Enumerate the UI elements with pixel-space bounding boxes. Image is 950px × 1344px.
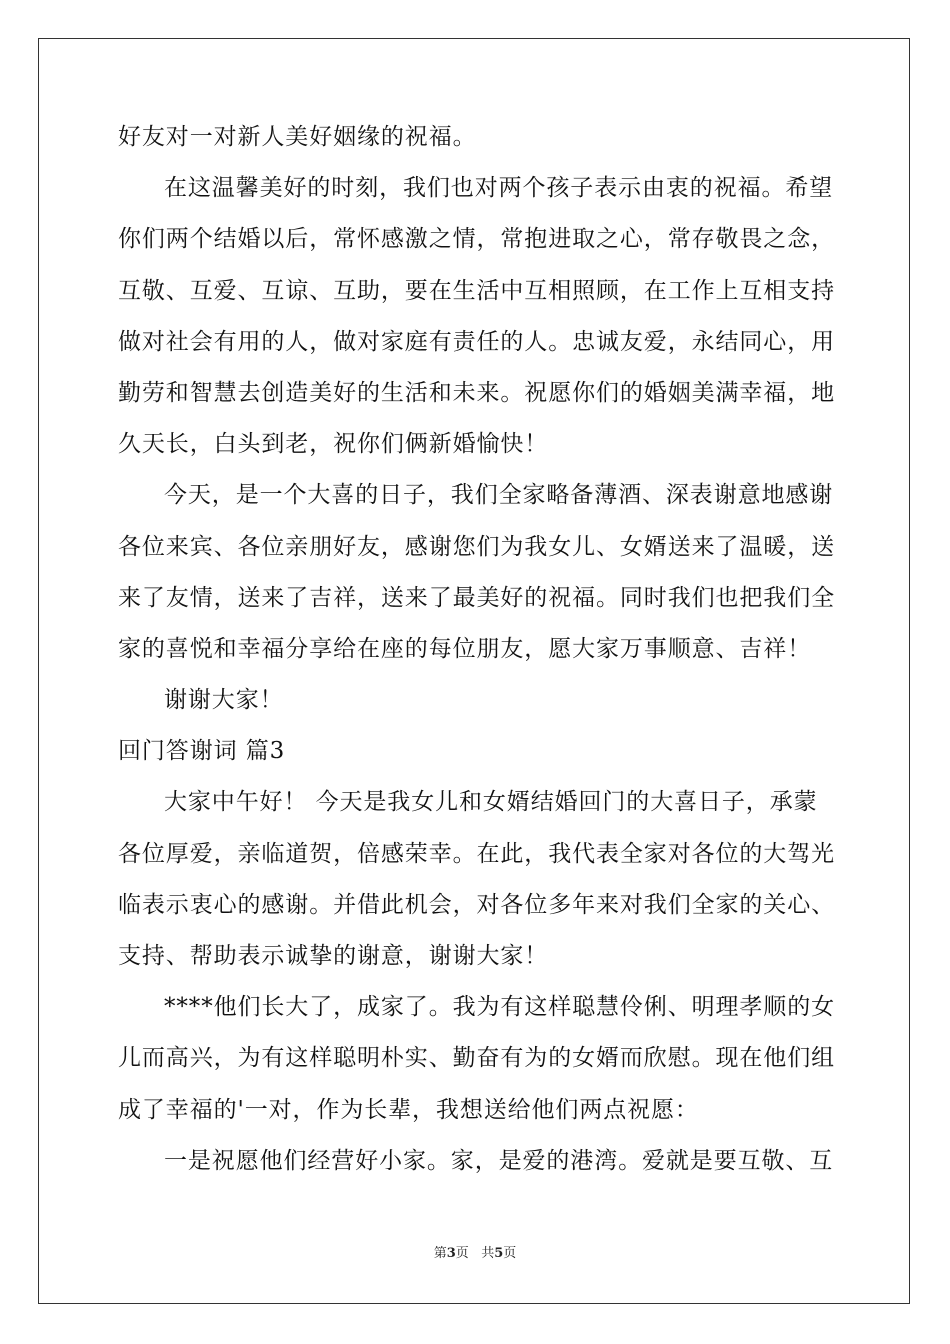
- footer-total-prefix: 共: [481, 1246, 495, 1261]
- paragraph-start-line: 一是祝愿他们经营好小家。家，是爱的港湾。爱就是要互敬、互: [164, 1147, 834, 1174]
- text-line: 做对社会有用的人，做对家庭有责任的人。忠诚友爱，永结同心，用: [118, 328, 835, 355]
- text-line: 好友对一对新人美好姻缘的祝福。: [118, 124, 477, 150]
- text-line: 成了幸福的'一对，作为长辈，我想送给他们两点祝愿：: [118, 1096, 699, 1123]
- current-page-number: 3: [446, 1246, 456, 1261]
- paragraph-start-line: ****他们长大了，成家了。我为有这样聪慧伶俐、明理孝顺的女: [164, 994, 835, 1021]
- text-line: 勤劳和智慧去创造美好的生活和未来。祝愿你们的婚姻美满幸福，地: [118, 379, 835, 406]
- total-pages-number: 5: [494, 1246, 504, 1261]
- footer-total-suffix: 页: [503, 1246, 517, 1261]
- paragraph-start-line: 今天，是一个大喜的日子，我们全家略备薄酒、深表谢意地感谢: [164, 482, 834, 509]
- paragraph-start-line: 大家中午好！ 今天是我女儿和女婿结婚回门的大喜日子，承蒙: [164, 789, 818, 816]
- text-line: 你们两个结婚以后，常怀感激之情，常抱进取之心，常存敬畏之念，: [118, 226, 835, 253]
- text-line: 临表示衷心的感谢。并借此机会，对各位多年来对我们全家的关心、: [118, 891, 835, 918]
- text-line: 儿而高兴，为有这样聪明朴实、勤奋有为的女婿而欣慰。现在他们组: [118, 1045, 835, 1072]
- document-body: [118, 123, 838, 1198]
- text-line: 支持、帮助表示诚挚的谢意，谢谢大家！: [118, 943, 549, 969]
- text-line: 互敬、互爱、互谅、互助，要在生活中互相照顾，在工作上互相支持: [118, 277, 835, 304]
- section-heading: 回门答谢词 篇3: [118, 738, 286, 765]
- text-line: 久天长，白头到老，祝你们俩新婚愉快！: [118, 431, 549, 458]
- footer-prefix: 第: [433, 1246, 447, 1261]
- paragraph-start-line: 在这温馨美好的时刻，我们也对两个孩子表示由衷的祝福。希望: [164, 175, 834, 202]
- text-line: 来了友情，送来了吉祥，送来了最美好的祝福。同时我们也把我们全: [118, 584, 835, 611]
- paragraph-start-line: 谢谢大家！: [164, 687, 284, 714]
- page-footer: [0, 1246, 950, 1262]
- text-line: 家的喜悦和幸福分享给在座的每位朋友，愿大家万事顺意、吉祥！: [118, 635, 812, 662]
- footer-page-word: 页: [455, 1246, 469, 1261]
- text-line: 各位来宾、各位亲朋好友，感谢您们为我女儿、女婿送来了温暖，送: [118, 533, 835, 560]
- text-line: 各位厚爱，亲临道贺，倍感荣幸。在此，我代表全家对各位的大驾光: [118, 840, 835, 867]
